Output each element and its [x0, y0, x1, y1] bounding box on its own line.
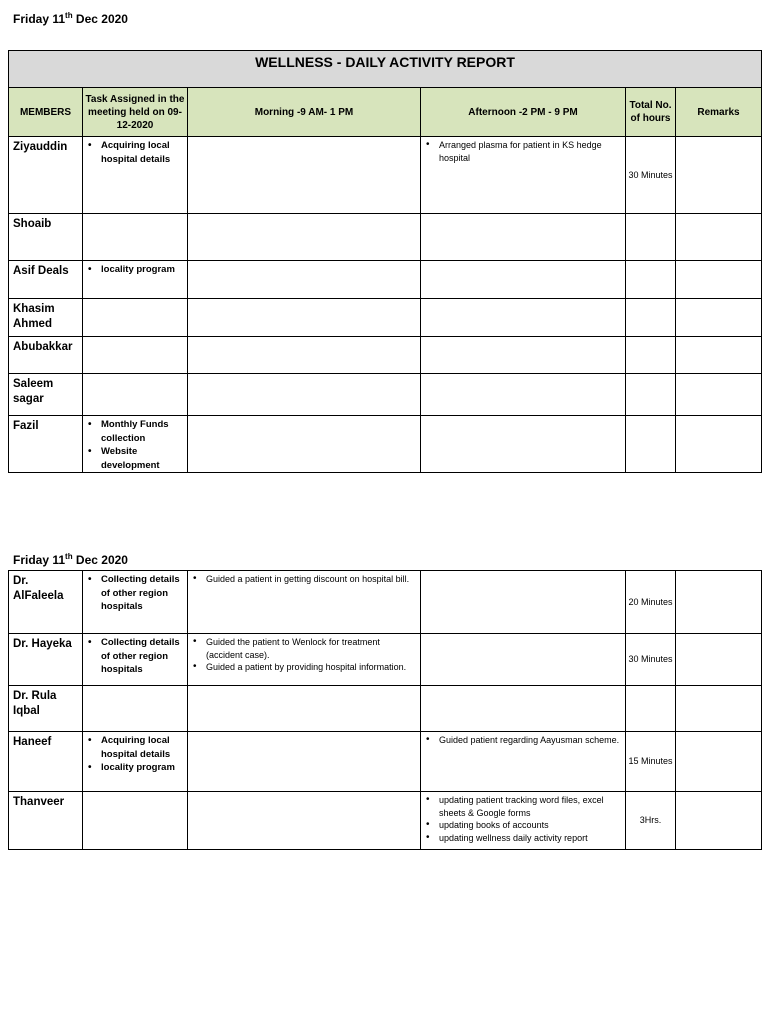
report-date: Friday 11th Dec 2020	[13, 11, 128, 26]
member-name: Shoaib	[9, 214, 83, 261]
member-name: Haneef	[9, 732, 83, 792]
header-afternoon: Afternoon -2 PM - 9 PM	[421, 88, 626, 137]
list-item: • updating wellness daily activity report	[439, 832, 623, 845]
morning-cell	[188, 337, 421, 374]
remarks-cell	[676, 299, 762, 337]
bullet-list	[188, 634, 420, 674]
total-hours-value: 3Hrs.	[639, 815, 662, 825]
morning-cell	[188, 571, 421, 634]
task-cell	[83, 792, 188, 850]
remarks-cell	[676, 214, 762, 261]
remarks-cell	[676, 261, 762, 299]
afternoon-cell	[421, 299, 626, 337]
afternoon-cell	[421, 792, 626, 850]
header-members: MEMBERS	[9, 88, 83, 137]
table-row	[9, 337, 762, 374]
table-row	[9, 732, 762, 792]
morning-cell	[188, 792, 421, 850]
task-cell	[83, 337, 188, 374]
table-row	[9, 261, 762, 299]
member-name: Saleem sagar	[9, 374, 83, 416]
member-name: Dr. AlFaleela	[9, 571, 83, 634]
header-task: Task Assigned in the meeting held on 09-12-2020	[83, 88, 188, 137]
total-hours-cell	[626, 571, 676, 634]
morning-cell	[188, 374, 421, 416]
activity-report-table-continued	[8, 570, 762, 850]
morning-cell	[188, 416, 421, 473]
afternoon-cell	[421, 214, 626, 261]
remarks-cell	[676, 416, 762, 473]
list-item: • locality program	[101, 263, 185, 277]
total-hours-value: 30 Minutes	[628, 169, 673, 180]
table-row	[9, 299, 762, 337]
afternoon-cell	[421, 571, 626, 634]
total-hours-cell	[626, 416, 676, 473]
morning-cell	[188, 634, 421, 686]
list-item: • Acquiring local hospital details	[101, 734, 185, 761]
header-morning: Morning -9 AM- 1 PM	[188, 88, 421, 137]
total-hours-cell	[626, 214, 676, 261]
member-name: Dr. Hayeka	[9, 634, 83, 686]
bullet-list	[421, 732, 625, 747]
total-hours-cell	[626, 374, 676, 416]
bullet-list	[188, 571, 420, 586]
list-item: • Guided a patient by providing hospital information.	[206, 661, 418, 674]
table-row	[9, 686, 762, 732]
bullet-list	[421, 792, 625, 844]
task-cell	[83, 137, 188, 214]
bullet-list	[83, 261, 187, 277]
remarks-cell	[676, 634, 762, 686]
bullet-list	[83, 732, 187, 775]
total-hours-cell	[626, 337, 676, 374]
afternoon-cell	[421, 374, 626, 416]
bullet-list	[83, 634, 187, 677]
task-cell	[83, 214, 188, 261]
list-item: • Website development	[101, 445, 185, 472]
table-body	[9, 137, 762, 473]
remarks-cell	[676, 337, 762, 374]
morning-cell	[188, 686, 421, 732]
member-name: Thanveer	[9, 792, 83, 850]
report-date-2: Friday 11th Dec 2020	[13, 552, 128, 567]
list-item: • updating patient tracking word files, excel sheets & Google forms	[439, 794, 623, 819]
total-hours-cell	[626, 137, 676, 214]
table-row	[9, 137, 762, 214]
table-row	[9, 792, 762, 850]
activity-report-table	[8, 50, 762, 473]
table-row	[9, 214, 762, 261]
list-item: • locality program	[101, 761, 185, 775]
task-cell	[83, 416, 188, 473]
list-item: • Monthly Funds collection	[101, 418, 185, 445]
afternoon-cell	[421, 337, 626, 374]
member-name: Asif Deals	[9, 261, 83, 299]
total-hours-value: 15 Minutes	[628, 756, 673, 766]
bullet-list	[83, 416, 187, 472]
afternoon-cell	[421, 137, 626, 214]
table-row	[9, 374, 762, 416]
task-cell	[83, 299, 188, 337]
morning-cell	[188, 137, 421, 214]
task-cell	[83, 261, 188, 299]
member-name: Ziyauddin	[9, 137, 83, 214]
member-name: Fazil	[9, 416, 83, 473]
header-remarks: Remarks	[676, 88, 762, 137]
list-item: • Guided patient regarding Aayusman scheme.	[439, 734, 623, 747]
total-hours-cell	[626, 686, 676, 732]
total-hours-value: 20 Minutes	[628, 596, 673, 607]
remarks-cell	[676, 792, 762, 850]
list-item: • Acquiring local hospital details	[101, 139, 185, 166]
member-name: Dr. Rula Iqbal	[9, 686, 83, 732]
total-hours-cell	[626, 792, 676, 850]
total-hours-cell	[626, 261, 676, 299]
list-item: • Guided the patient to Wenlock for treatment (accident case).	[206, 636, 418, 661]
list-item: • Guided a patient in getting discount on hospital bill.	[206, 573, 418, 586]
member-name: Abubakkar	[9, 337, 83, 374]
afternoon-cell	[421, 732, 626, 792]
remarks-cell	[676, 732, 762, 792]
member-name: Khasim Ahmed	[9, 299, 83, 337]
task-cell	[83, 732, 188, 792]
morning-cell	[188, 299, 421, 337]
report-title: WELLNESS - DAILY ACTIVITY REPORT	[9, 51, 762, 88]
afternoon-cell	[421, 416, 626, 473]
total-hours-cell	[626, 732, 676, 792]
table-row	[9, 634, 762, 686]
afternoon-cell	[421, 261, 626, 299]
task-cell	[83, 571, 188, 634]
list-item: • Arranged plasma for patient in KS hedge hospital	[439, 139, 623, 164]
bullet-list	[83, 571, 187, 614]
remarks-cell	[676, 686, 762, 732]
list-item: • Collecting details of other region hospitals	[101, 636, 185, 677]
total-hours-cell	[626, 634, 676, 686]
morning-cell	[188, 732, 421, 792]
morning-cell	[188, 214, 421, 261]
task-cell	[83, 686, 188, 732]
afternoon-cell	[421, 686, 626, 732]
morning-cell	[188, 261, 421, 299]
table-row	[9, 416, 762, 473]
bullet-list	[83, 137, 187, 166]
total-hours-cell	[626, 299, 676, 337]
remarks-cell	[676, 137, 762, 214]
task-cell	[83, 374, 188, 416]
header-total-hours: Total No. of hours	[626, 88, 676, 137]
bullet-list	[421, 137, 625, 164]
remarks-cell	[676, 374, 762, 416]
remarks-cell	[676, 571, 762, 634]
list-item: • Collecting details of other region hospitals	[101, 573, 185, 614]
afternoon-cell	[421, 634, 626, 686]
task-cell	[83, 634, 188, 686]
total-hours-value: 30 Minutes	[628, 654, 673, 664]
list-item: • updating books of accounts	[439, 819, 623, 832]
table-row	[9, 571, 762, 634]
table-body	[9, 571, 762, 850]
